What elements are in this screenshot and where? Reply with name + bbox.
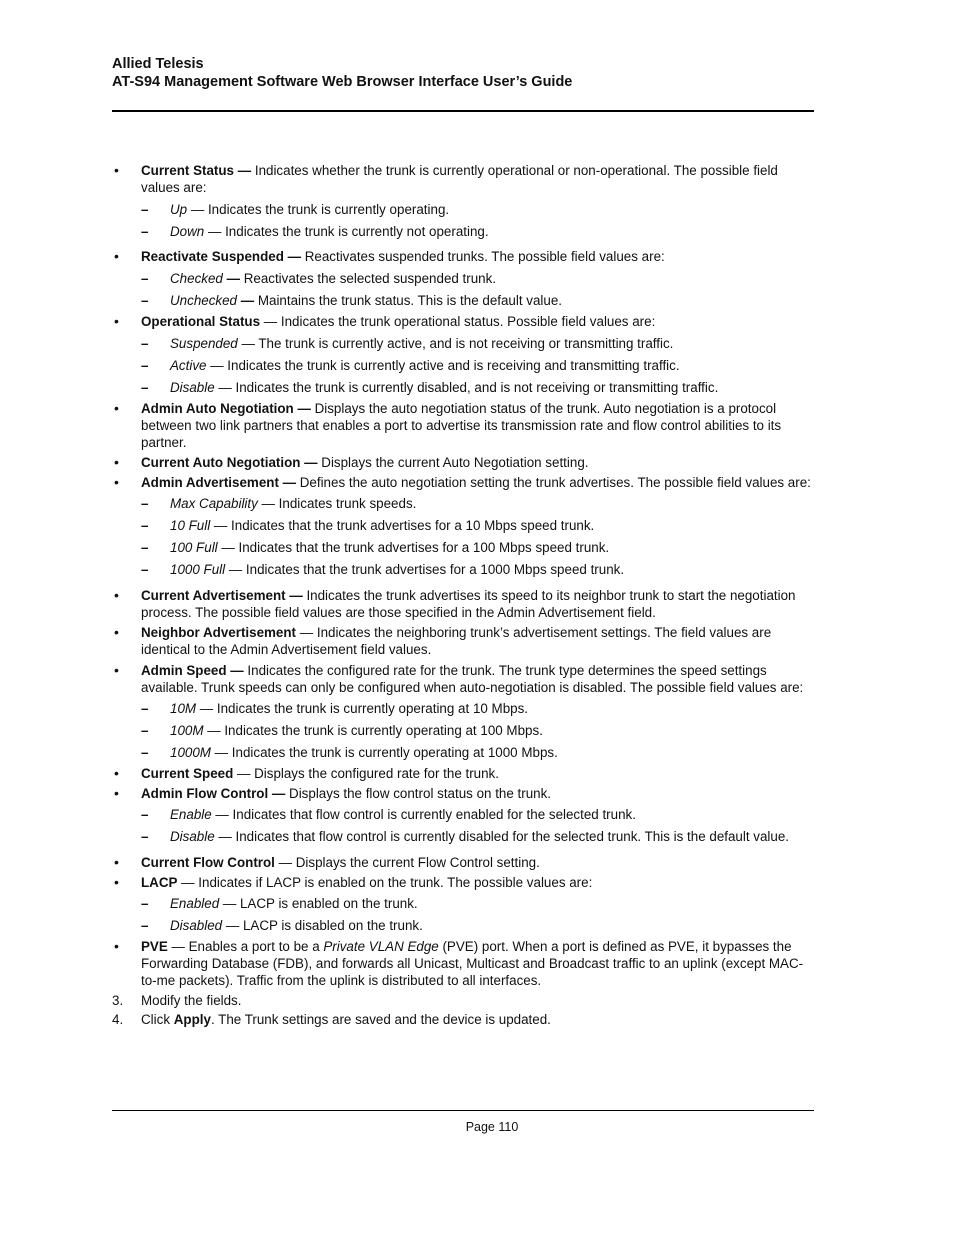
sub-list-item bbox=[112, 201, 814, 218]
step-number: 4. bbox=[112, 1012, 124, 1027]
field-value: Checked bbox=[170, 271, 223, 286]
header-divider bbox=[112, 110, 814, 112]
dash-marker: – bbox=[141, 540, 149, 555]
list-item bbox=[112, 162, 814, 196]
description-text: — The trunk is currently active, and is not receiving or transmitting traffic. bbox=[237, 336, 674, 351]
field-value: Up bbox=[170, 202, 188, 217]
sub-list-item bbox=[112, 335, 814, 352]
bullet-marker: • bbox=[114, 938, 119, 954]
sub-list-item bbox=[112, 895, 814, 912]
bullet-marker: • bbox=[114, 854, 119, 870]
bullet-marker: • bbox=[114, 248, 119, 264]
description-text: Modify the fields. bbox=[141, 993, 242, 1008]
description-text: — Indicates trunk speeds. bbox=[257, 496, 417, 511]
sub-list-item bbox=[112, 561, 814, 578]
list-item bbox=[112, 854, 814, 871]
bullet-marker: • bbox=[114, 587, 119, 603]
sub-list-item bbox=[112, 379, 814, 396]
bullet-marker: • bbox=[114, 874, 119, 890]
field-value: Disabled bbox=[170, 918, 223, 933]
dash-marker: – bbox=[141, 496, 149, 511]
list-item bbox=[112, 785, 814, 802]
description-text: — Indicates that the trunk advertises for a 100 Mbps speed trunk. bbox=[217, 540, 610, 555]
dash-marker: – bbox=[141, 562, 149, 577]
dash-marker: – bbox=[141, 918, 149, 933]
footer-divider bbox=[112, 1110, 814, 1111]
list-item bbox=[112, 454, 814, 471]
list-item bbox=[112, 938, 814, 989]
field-value: Unchecked bbox=[170, 293, 237, 308]
description-text: Defines the auto negotiation setting the trunk advertises. The possible field values are: bbox=[296, 475, 811, 490]
bullet-marker: • bbox=[114, 313, 119, 329]
list-item bbox=[112, 313, 814, 330]
description-text: (PVE) port. When a port is defined as PVE, it bypasses the Forwarding Database (FDB), and forwards all Unicast, Multicast and Broadcast traffic to an uplink (except MAC-to-me packets). Traffic from the uplink is distributed to all interfaces. bbox=[141, 939, 804, 988]
dash-marker: – bbox=[141, 271, 149, 286]
dash-marker: – bbox=[141, 202, 149, 217]
field-value: 1000 Full bbox=[170, 562, 226, 577]
field-name: Admin Flow Control — bbox=[141, 786, 286, 801]
field-name: Operational Status bbox=[141, 314, 261, 329]
field-value: 1000M bbox=[170, 745, 211, 760]
description-text: — Indicates the trunk is currently operating. bbox=[187, 202, 450, 217]
sub-list-item bbox=[112, 270, 814, 287]
field-name: Current Speed bbox=[141, 766, 234, 781]
description-text: — Indicates if LACP is enabled on the trunk. The possible values are: bbox=[177, 875, 593, 890]
sub-list-item bbox=[112, 722, 814, 739]
description-text: Reactivates suspended trunks. The possible field values are: bbox=[301, 249, 665, 264]
description-text: — Indicates the trunk is currently operating at 10 Mbps. bbox=[196, 701, 529, 716]
list-item bbox=[112, 765, 814, 782]
description-text: Displays the flow control status on the trunk. bbox=[285, 786, 552, 801]
dash-marker: – bbox=[141, 224, 149, 239]
bullet-marker: • bbox=[114, 765, 119, 781]
list-item bbox=[112, 624, 814, 658]
description-text: — Indicates that the trunk advertises for a 10 Mbps speed trunk. bbox=[210, 518, 595, 533]
page-header bbox=[112, 55, 814, 91]
description-text: — Indicates the trunk is currently active and is receiving and transmitting traffic. bbox=[206, 358, 680, 373]
document-title: AT-S94 Management Software Web Browser Interface User’s Guide bbox=[112, 74, 573, 90]
sub-list-item bbox=[112, 495, 814, 512]
dash-marker: – bbox=[141, 518, 149, 533]
list-item bbox=[112, 662, 814, 696]
content-body bbox=[112, 162, 814, 1028]
list-item bbox=[112, 400, 814, 451]
field-value: Enable bbox=[170, 807, 212, 822]
description-text: — Indicates the trunk is currently not operating. bbox=[204, 224, 489, 239]
sub-list-item bbox=[112, 539, 814, 556]
list-item bbox=[112, 248, 814, 265]
field-name: PVE bbox=[141, 939, 168, 954]
description-text: — LACP is disabled on the trunk. bbox=[222, 918, 423, 933]
field-name: Admin Speed — bbox=[141, 663, 244, 678]
field-value: Private VLAN Edge bbox=[323, 939, 439, 954]
field-value: 10 Full bbox=[170, 518, 211, 533]
description-text: — Indicates the trunk is currently disabled, and is not receiving or transmitting traffic. bbox=[214, 380, 719, 395]
field-name: Current Flow Control bbox=[141, 855, 275, 870]
bullet-marker: • bbox=[114, 162, 119, 178]
field-value: Suspended bbox=[170, 336, 238, 351]
description-text: — Indicates the neighboring trunk’s advertisement settings. The field values are identical to the Admin Advertisement field values. bbox=[141, 625, 772, 657]
description-text: — Indicates that flow control is currently enabled for the selected trunk. bbox=[211, 807, 636, 822]
field-name: LACP bbox=[141, 875, 178, 890]
description-text: Click bbox=[141, 1012, 174, 1027]
sub-list-item bbox=[112, 806, 814, 823]
field-value: Down bbox=[170, 224, 205, 239]
description-text: Maintains the trunk status. This is the default value. bbox=[254, 293, 563, 308]
description-text: — Displays the configured rate for the trunk. bbox=[233, 766, 499, 781]
description-text: — Displays the current Flow Control setting. bbox=[274, 855, 540, 870]
description-text: — Indicates that the trunk advertises for a 1000 Mbps speed trunk. bbox=[225, 562, 625, 577]
description-text: Indicates whether the trunk is currently operational or non-operational. The possible field values are: bbox=[141, 163, 778, 195]
bullet-marker: • bbox=[114, 624, 119, 640]
dash-marker: – bbox=[141, 293, 149, 308]
field-name: Apply bbox=[173, 1012, 211, 1027]
field-name: — bbox=[237, 293, 255, 308]
sub-list-item bbox=[112, 517, 814, 534]
field-name: — bbox=[222, 271, 240, 286]
dash-marker: – bbox=[141, 807, 149, 822]
field-name: Current Advertisement — bbox=[141, 588, 303, 603]
dash-marker: – bbox=[141, 336, 149, 351]
field-name: Neighbor Advertisement bbox=[141, 625, 297, 640]
sub-list-item bbox=[112, 357, 814, 374]
field-value: Max Capability bbox=[170, 496, 258, 511]
description-text: Indicates the trunk advertises its speed to its neighbor trunk to start the negotiation process. The possible field values are those specified in the Admin Advertisement field. bbox=[141, 588, 796, 620]
list-item bbox=[112, 587, 814, 621]
field-value: Enabled bbox=[170, 896, 220, 911]
list-item bbox=[112, 874, 814, 891]
sub-list-item bbox=[112, 292, 814, 309]
description-text: — Indicates the trunk is currently operating at 100 Mbps. bbox=[203, 723, 543, 738]
field-value: 10M bbox=[170, 701, 197, 716]
description-text: Displays the auto negotiation status of the trunk. Auto negotiation is a protocol between two link partners that enables a port to advertise its transmission rate and flow control abilities to its partner. bbox=[141, 401, 782, 450]
field-value: 100M bbox=[170, 723, 204, 738]
field-name: Reactivate Suspended — bbox=[141, 249, 301, 264]
sub-list-item bbox=[112, 223, 814, 240]
bullet-marker: • bbox=[114, 474, 119, 490]
step-number: 3. bbox=[112, 993, 124, 1008]
dash-marker: – bbox=[141, 380, 149, 395]
description-text: — LACP is enabled on the trunk. bbox=[219, 896, 418, 911]
description-text: — Enables a port to be a bbox=[167, 939, 324, 954]
list-item bbox=[112, 474, 814, 491]
sub-list-item bbox=[112, 828, 814, 845]
description-text: Displays the current Auto Negotiation setting. bbox=[317, 455, 589, 470]
dash-marker: – bbox=[141, 745, 149, 760]
step-item bbox=[112, 1011, 814, 1028]
description-text: — Indicates that flow control is currently disabled for the selected trunk. This is the default value. bbox=[214, 829, 790, 844]
field-name: Admin Advertisement — bbox=[141, 475, 297, 490]
bullet-marker: • bbox=[114, 662, 119, 678]
dash-marker: – bbox=[141, 723, 149, 738]
bullet-marker: • bbox=[114, 454, 119, 470]
dash-marker: – bbox=[141, 829, 149, 844]
field-name: Current Status — bbox=[141, 163, 252, 178]
description-text: — Indicates the trunk operational status. Possible field values are: bbox=[260, 314, 656, 329]
field-name: Admin Auto Negotiation — bbox=[141, 401, 311, 416]
page-number: Page 110 bbox=[465, 1120, 519, 1134]
field-value: 100 Full bbox=[170, 540, 218, 555]
field-value: Active bbox=[170, 358, 207, 373]
field-name: Current Auto Negotiation — bbox=[141, 455, 318, 470]
bullet-marker: • bbox=[114, 400, 119, 416]
company-name: Allied Telesis bbox=[112, 56, 204, 72]
dash-marker: – bbox=[141, 358, 149, 373]
description-text: — Indicates the trunk is currently operating at 1000 Mbps. bbox=[210, 745, 558, 760]
sub-list-item bbox=[112, 700, 814, 717]
sub-list-item bbox=[112, 917, 814, 934]
description-text: . The Trunk settings are saved and the device is updated. bbox=[210, 1012, 551, 1027]
field-value: Disable bbox=[170, 380, 215, 395]
dash-marker: – bbox=[141, 701, 149, 716]
step-item bbox=[112, 992, 814, 1009]
dash-marker: – bbox=[141, 896, 149, 911]
description-text: Reactivates the selected suspended trunk. bbox=[239, 271, 497, 286]
field-value: Disable bbox=[170, 829, 215, 844]
description-text: Indicates the configured rate for the trunk. The trunk type determines the speed settings available. Trunk speeds can only be configured when auto-negotiation is disabled. The possible field values are: bbox=[141, 663, 804, 695]
sub-list-item bbox=[112, 744, 814, 761]
bullet-marker: • bbox=[114, 785, 119, 801]
